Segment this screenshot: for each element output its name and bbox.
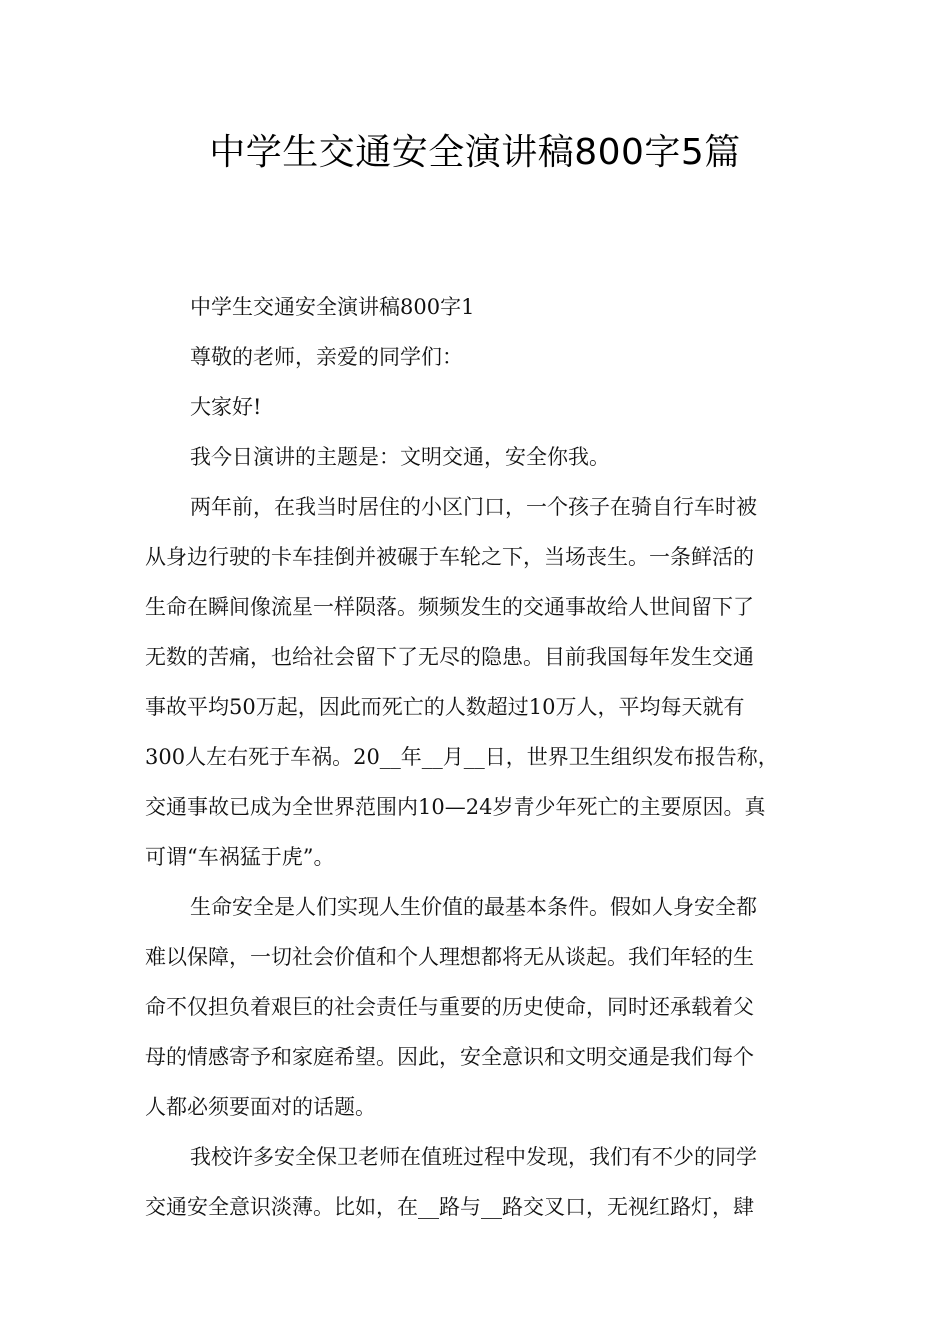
document-title: 中学生交通安全演讲稿800字5篇 — [209, 132, 741, 173]
paragraph-line: 母的情感寄予和家庭希望。因此，安全意识和文明交通是我们每个 — [145, 1045, 754, 1069]
paragraph-line: 从身边行驶的卡车挂倒并被碾于车轮之下，当场丧生。一条鲜活的 — [145, 545, 754, 569]
paragraph-line: 生命安全是人们实现人生价值的最基本条件。假如人身安全都 — [190, 895, 757, 919]
greeting: 大家好! — [190, 395, 262, 419]
paragraph-line: 300人左右死于车祸。20__年__月__日，世界卫生组织发布报告称， — [145, 745, 779, 769]
section-heading: 中学生交通安全演讲稿800字1 — [190, 295, 475, 319]
paragraph-line: 难以保障，一切社会价值和个人理想都将无从谈起。我们年轻的生 — [145, 945, 754, 969]
speech-theme: 我今日演讲的主题是：文明交通，安全你我。 — [190, 445, 610, 469]
paragraph-line: 我校许多安全保卫老师在值班过程中发现，我们有不少的同学 — [190, 1145, 757, 1169]
paragraph-line: 无数的苦痛，也给社会留下了无尽的隐患。目前我国每年发生交通 — [145, 645, 754, 669]
document-body — [145, 282, 810, 1232]
paragraph-line: 生命在瞬间像流星一样陨落。频频发生的交通事故给人世间留下了 — [145, 595, 754, 619]
paragraph-line: 命不仅担负着艰巨的社会责任与重要的历史使命，同时还承载着父 — [145, 995, 754, 1019]
salutation: 尊敬的老师，亲爱的同学们： — [190, 345, 463, 369]
paragraph-line: 两年前，在我当时居住的小区门口，一个孩子在骑自行车时被 — [190, 495, 757, 519]
paragraph-line: 人都必须要面对的话题。 — [145, 1095, 376, 1119]
paragraph-line: 交通安全意识淡薄。比如，在__路与__路交叉口，无视红路灯，肆 — [145, 1195, 754, 1219]
paragraph-line: 事故平均50万起，因此而死亡的人数超过10万人，平均每天就有 — [145, 695, 745, 719]
paragraph-line: 可谓“车祸猛于虎”。 — [145, 845, 335, 869]
paragraph-line: 交通事故已成为全世界范围内10—24岁青少年死亡的主要原因。真 — [145, 795, 766, 819]
